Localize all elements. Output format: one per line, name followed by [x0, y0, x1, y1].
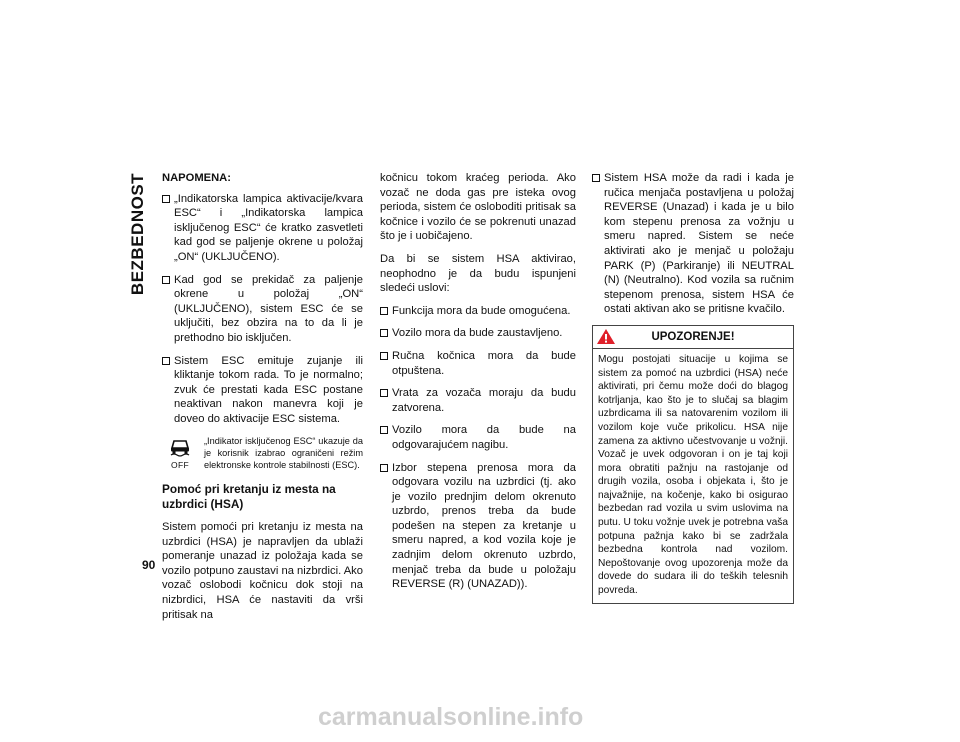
column-3	[592, 171, 794, 604]
note-list	[162, 192, 363, 427]
warning-triangle-icon	[596, 328, 616, 345]
hsa-list	[592, 171, 794, 317]
list-item: „Indikatorska lampica aktivacije/kvara ESC“ i „Indikatorska lampica isključenog ESC“ će kratko zasvetleti kad god se paljenje okrene u položaj „ON“ (UKLJUČENO).	[162, 192, 363, 265]
esc-caption: „Indikator isključenog ESC“ ukazuje da je korisnik izabrao ograničeni režim elektronske kontrole stabilnosti (ESC).	[204, 435, 363, 470]
esc-off-icon	[162, 439, 198, 473]
paragraph: Sistem pomoći pri kretanju iz mesta na uzbrdici (HSA) je napravljen da ublaži pomeranje unazad iz položaja kada se vozilo potpuno zaustavi na nizbrdici. Ako vozač oslobodi kočnicu dok stoji na nizbrdici, HSA će nastaviti da vrši pritisak na	[162, 521, 363, 621]
list-item: Vozilo mora da bude zaustavljeno.	[380, 326, 576, 341]
paragraph: Da bi se sistem HSA aktivirao, neophodno je da budu ispunjeni sledeći uslovi:	[380, 252, 576, 295]
conditions-list	[380, 304, 576, 592]
section-subheading: Pomoć pri kretanju iz mesta na uzbrdici (HSA)	[162, 482, 336, 512]
list-item: Kad god se prekidač za paljenje okrene u položaj „ON“ (UKLJUČENO), sistem ESC će se uključiti, bez obzira na to da li je prethodno bio isključen.	[162, 273, 363, 346]
list-item: Izbor stepena prenosa mora da odgovara vozilu na uzbrdici (tj. ako je vozilo prednjim delom okrenuto uzbrdo, prenos treba da bude podešen na stepen za kretanje u smeru napred, a kod vozila koje je zadnjim delom okrenuto uzbrdo, menjač treba da bude u položaju REVERSE (R) (UNAZAD)).	[380, 461, 576, 592]
warning-text: Mogu postojati situacije u kojima se sistem za pomoć na uzbrdici (HSA) neće aktivirati, pri čemu može doći do blagog kotrljanja, kao što je to slučaj sa blagim uzbrdicama ili sa natovarenim vozilom ili vozilom koje vuče prikolicu. HSA nije zamena za aktivno učestvovanje u vožnji. Vozač je uvek odgovoran i on je taj koji mora obratiti pažnju na rastojanje od drugih vozila, osoba i objekata i, što je najvažnije, na kočenje, kako bi osigurao bezbedan rad vozila u svim uslovima na putu. U toku vožnje uvek je potrebna vaša potpuna pažnja kako bi se zadržala bezbedna kontrola nad vozilom. Nepoštovanje ovog upozorenja može da dovede do sudara ili do teških telesnih povreda.	[598, 353, 788, 597]
column-2	[380, 171, 576, 600]
esc-indicator-row	[162, 435, 363, 473]
warning-header	[593, 326, 793, 349]
list-item: Vrata za vozača moraju da budu zatvorena.	[380, 386, 576, 415]
list-item: Funkcija mora da bude omogućena.	[380, 304, 576, 319]
warning-title: UPOZORENJE!	[651, 330, 735, 343]
list-item: Ručna kočnica mora da bude otpuštena.	[380, 349, 576, 378]
warning-box	[592, 325, 794, 604]
column-1	[162, 171, 363, 630]
note-heading: NAPOMENA:	[162, 172, 231, 184]
esc-off-label: OFF	[171, 459, 189, 470]
list-item: Sistem ESC emituje zujanje ili kliktanje tokom rada. To je normalno; zvuk će prestati kada ESC postane neaktivan nakon manevra koji je doveo do aktivacije ESC sistema.	[162, 354, 363, 427]
page-number: 90	[142, 558, 156, 572]
list-item: Vozilo mora da bude na odgovarajućem nagibu.	[380, 423, 576, 452]
section-title: BEZBEDNOST	[128, 172, 147, 296]
watermark: carmanualsonline.info	[318, 703, 584, 731]
paragraph: kočnicu tokom kraćeg perioda. Ako vozač ne doda gas pre isteka ovog perioda, sistem će osloboditi pritisak sa kočnice i vozilo će se pokrenuti unazad što je i uobičajeno.	[380, 172, 576, 243]
list-item: Sistem HSA može da radi i kada je ručica menjača postavljena u položaj REVERSE (Unazad) i kada je u bilo kom stepenu prenosa za vožnju u smeru napred. Sistem se neće aktivirati ako je menjač u položaju PARK (P) (Parkiranje) ili NEUTRAL (N) (Neutralno). Kod vozila sa ručnim stepenom prenosa, sistem HSA će ostati aktivan ako se pritisne kvačilo.	[592, 171, 794, 317]
